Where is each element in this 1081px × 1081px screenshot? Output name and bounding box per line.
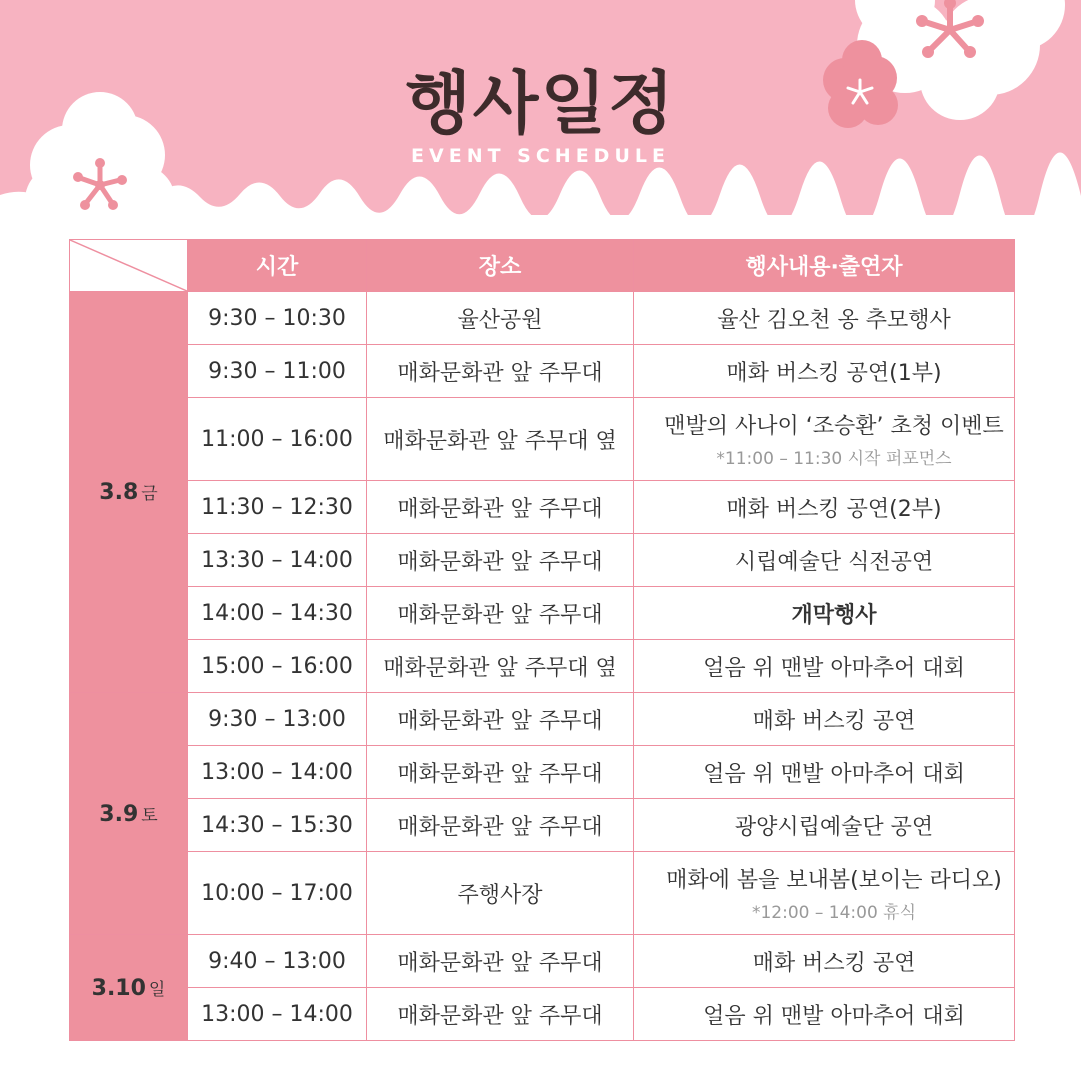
event-title: 매화 버스킹 공연(1부): [726, 360, 942, 386]
time-cell: 9:30 – 13:00: [188, 693, 367, 746]
table-row: [70, 746, 1015, 799]
column-header-event: 행사내용·출연자: [634, 240, 1015, 292]
place-cell: 매화문화관 앞 주무대: [367, 799, 634, 852]
event-cell: [634, 345, 1015, 398]
date-cell: [70, 935, 188, 1041]
time-cell: 10:00 – 17:00: [188, 852, 367, 935]
event-cell: [634, 935, 1015, 988]
date-label: 3.9: [99, 801, 139, 827]
table-row: [70, 345, 1015, 398]
place-cell: 매화문화관 앞 주무대: [367, 693, 634, 746]
event-title: 얼음 위 맨발 아마추어 대회: [703, 761, 965, 787]
time-cell: 13:00 – 14:00: [188, 746, 367, 799]
table-row: [70, 481, 1015, 534]
day-of-week-label: 토: [141, 805, 158, 826]
place-cell: 매화문화관 앞 주무대: [367, 345, 634, 398]
event-cell: [634, 799, 1015, 852]
time-cell: 9:40 – 13:00: [188, 935, 367, 988]
place-cell: 매화문화관 앞 주무대 옆: [367, 640, 634, 693]
table-row: [70, 398, 1015, 481]
date-cell: [70, 693, 188, 935]
time-cell: 11:30 – 12:30: [188, 481, 367, 534]
time-cell: 14:30 – 15:30: [188, 799, 367, 852]
event-title: 매화 버스킹 공연(2부): [726, 496, 942, 522]
place-cell: 매화문화관 앞 주무대: [367, 746, 634, 799]
page-title: 행사일정: [405, 65, 676, 144]
time-cell: 9:30 – 11:00: [188, 345, 367, 398]
event-cell: [634, 398, 1015, 481]
table-row: [70, 799, 1015, 852]
page-subtitle: EVENT SCHEDULE: [411, 145, 670, 167]
event-title: 매화 버스킹 공연: [752, 708, 916, 734]
event-cell: [634, 693, 1015, 746]
column-header-place: 장소: [367, 240, 634, 292]
place-cell: 매화문화관 앞 주무대: [367, 534, 634, 587]
event-title: 개막행사: [791, 602, 877, 628]
time-cell: 13:00 – 14:00: [188, 988, 367, 1041]
header-banner: [0, 0, 1081, 215]
date-cell: [70, 292, 188, 693]
table-row: [70, 640, 1015, 693]
event-title: 율산 김오천 옹 추모행사: [717, 307, 951, 333]
place-cell: 매화문화관 앞 주무대: [367, 587, 634, 640]
event-cell: [634, 852, 1015, 935]
time-cell: 11:00 – 16:00: [188, 398, 367, 481]
event-title: 얼음 위 맨발 아마추어 대회: [703, 1003, 965, 1029]
date-label: 3.10: [91, 975, 146, 1001]
place-cell: 매화문화관 앞 주무대 옆: [367, 398, 634, 481]
event-note: *11:00 – 11:30 시작 퍼포먼스: [716, 449, 952, 469]
event-cell: [634, 587, 1015, 640]
table-row: [70, 935, 1015, 988]
event-note: *12:00 – 14:00 휴식: [751, 903, 917, 923]
event-title: 매화 버스킹 공연: [752, 950, 916, 976]
time-cell: 14:00 – 14:30: [188, 587, 367, 640]
event-cell: [634, 640, 1015, 693]
event-title: 매화에 봄을 보내봄(보이는 라디오): [666, 868, 1002, 893]
column-header-time: 시간: [188, 240, 367, 292]
corner-cell: [70, 240, 188, 292]
table-row: [70, 534, 1015, 587]
diagonal-line-icon: [70, 240, 187, 291]
event-cell: [634, 534, 1015, 587]
event-cell: [634, 988, 1015, 1041]
place-cell: 율산공원: [367, 292, 634, 345]
table-row: [70, 852, 1015, 935]
event-cell: [634, 292, 1015, 345]
event-title: 맨발의 사나이 ‘조승환’ 초청 이벤트: [664, 414, 1004, 439]
place-cell: 매화문화관 앞 주무대: [367, 935, 634, 988]
table-row: [70, 292, 1015, 345]
table-row: [70, 693, 1015, 746]
time-cell: 9:30 – 10:30: [188, 292, 367, 345]
day-of-week-label: 일: [148, 979, 166, 1000]
time-cell: 15:00 – 16:00: [188, 640, 367, 693]
event-schedule-table: [69, 239, 1015, 1041]
time-cell: 13:30 – 14:00: [188, 534, 367, 587]
event-title: 얼음 위 맨발 아마추어 대회: [703, 655, 965, 681]
place-cell: 주행사장: [367, 852, 634, 935]
place-cell: 매화문화관 앞 주무대: [367, 481, 634, 534]
table-row: [70, 988, 1015, 1041]
table-row: [70, 587, 1015, 640]
date-label: 3.8: [99, 480, 139, 505]
place-cell: 매화문화관 앞 주무대: [367, 988, 634, 1041]
event-cell: [634, 746, 1015, 799]
event-title: 시립예술단 식전공연: [734, 549, 934, 575]
event-cell: [634, 481, 1015, 534]
event-title: 광양시립예술단 공연: [734, 814, 934, 840]
day-of-week-label: 금: [141, 484, 158, 504]
